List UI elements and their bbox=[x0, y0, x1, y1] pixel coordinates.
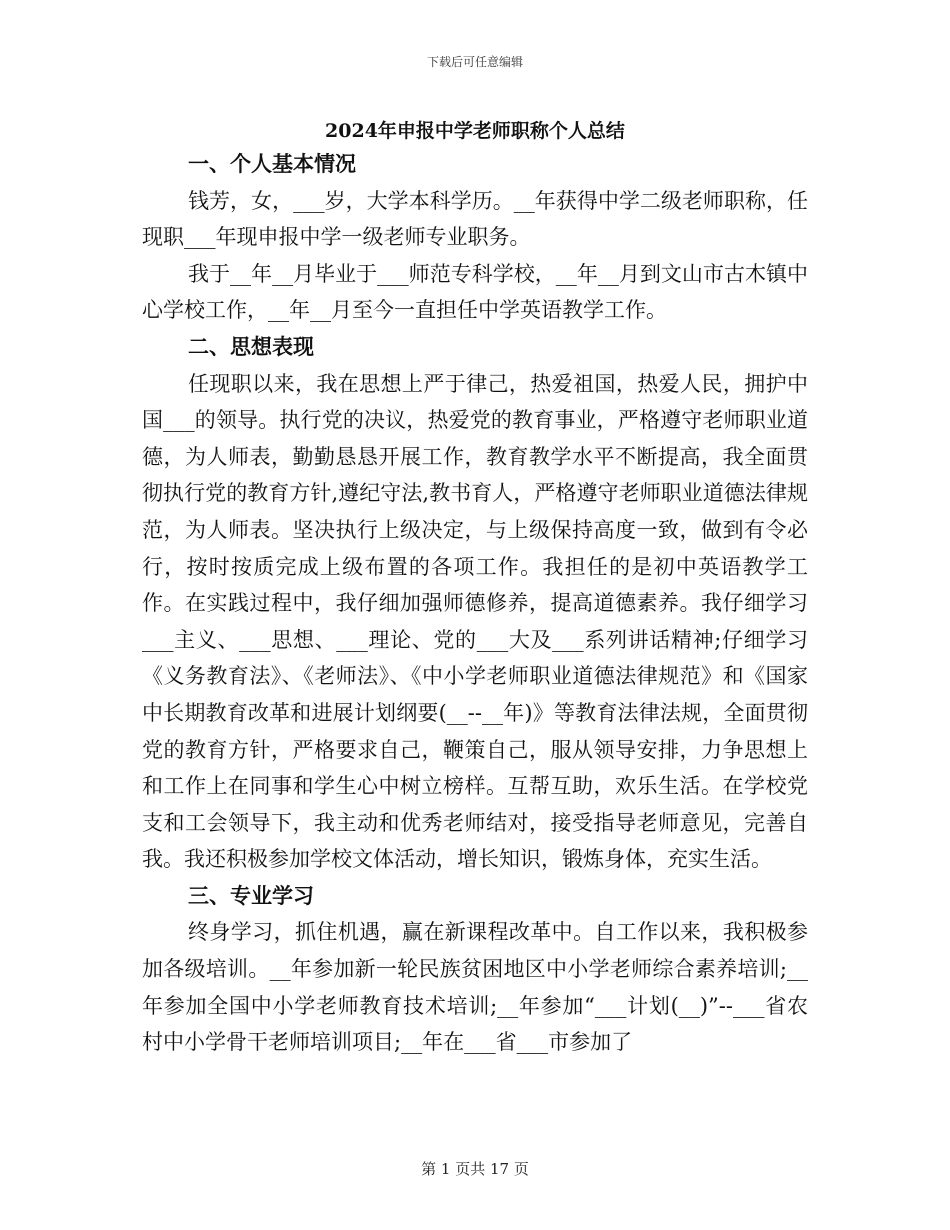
paragraph: 我于__年__月毕业于___师范专科学校，__年__月到文山市古木镇中心学校工作，__年__月至今一直担任中学英语教学工作。 bbox=[142, 261, 808, 323]
paragraph: 任现职以来，我在思想上严于律己，热爱祖国，热爱人民，拥护中国___的领导。执行党的决议，热爱党的教育事业，严格遵守老师职业道德，为人师表，勤勤恳恳开展工作，教育教学水平不断提高，我全面贯彻执行党的教育方针,遵纪守法,教书育人，严格遵守老师职业道德法律规范，为人师表。坚决执行上级决定，与上级保持高度一致，做到有令必行，按时按质完成上级布置的各项工作。我担任的是初中英语教学工作。在实践过程中，我仔细加强师德修养，提高道德素养。我仔细学习___主义、___思想、___理论、党的___大及___系列讲话精神;仔细学习《义务教育法》、《老师法》、《中小学老师职业道德法律规范》和《国家中长期教育改革和进展计划纲要(__--__年)》等教育法律法规，全面贯彻党的教育方针，严格要求自己，鞭策自己，服从领导安排，力争思想上和工作上在同事和学生心中树立榜样。互帮互助，欢乐生活。在学校党支和工会领导下，我主动和优秀老师结对，接受指导老师意见，完善自我。我还积极参加学校文体活动，增长知识，锻炼身体，充实生活。 bbox=[142, 371, 808, 872]
page-number: 第 1 页共 17 页 bbox=[421, 1160, 529, 1178]
paragraph: 终身学习，抓住机遇，赢在新课程改革中。自工作以来，我积极参加各级培训。__年参加新一轮民族贫困地区中小学老师综合素养培训;__年参加全国中小学老师教育技术培训;__年参加“___计划(__)”--___省农村中小学骨干老师培训项目;__年在___省___市参加了 bbox=[142, 920, 808, 1055]
document-title: 2024年申报中学老师职称个人总结 bbox=[325, 120, 625, 142]
section-heading-ideology: 二、思想表现 bbox=[188, 333, 314, 359]
section-heading-professional-study: 三、专业学习 bbox=[188, 882, 314, 908]
section-heading-basic-info: 一、个人基本情况 bbox=[188, 151, 356, 176]
document-body bbox=[142, 146, 808, 1061]
header-note: 下载后可任意编辑 bbox=[426, 55, 523, 69]
paragraph: 钱芳，女，___岁，大学本科学历。__年获得中学二级老师职称，任现职___年现申报中学一级老师专业职务。 bbox=[142, 188, 808, 250]
